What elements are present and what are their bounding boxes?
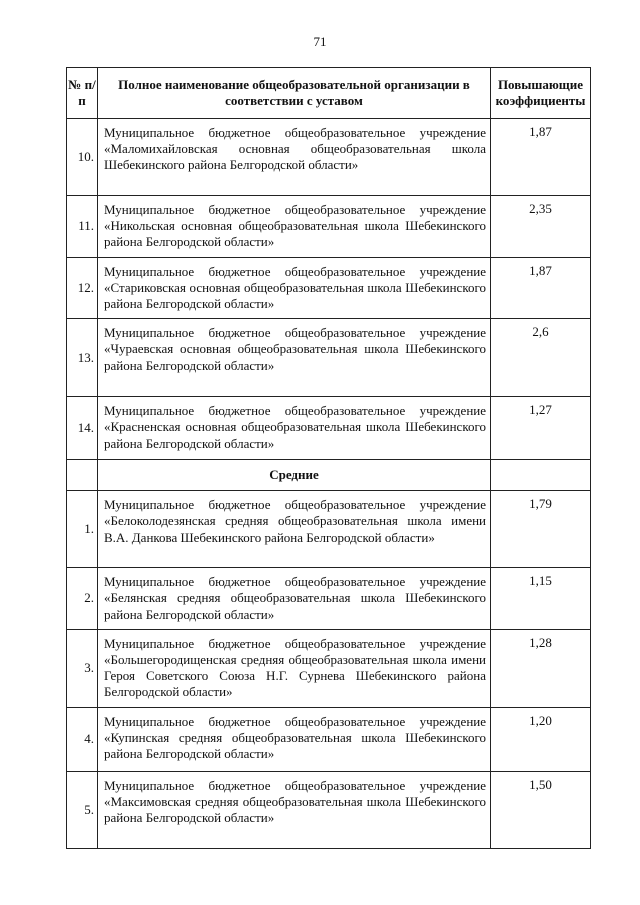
coefficient-value: 1,50 [491,771,591,848]
table-row [67,629,591,707]
organization-name [98,568,491,630]
organization-name [98,491,491,568]
organization-name-text: Муниципальное бюджетное общеобразовательное учреждение «Красненская основная общеобразовательная школа Шебекинского района Белгородской области» [104,403,486,451]
organization-name-text: Муниципальное бюджетное общеобразовательное учреждение «Стариковская основная общеобразовательная школа Шебекинского района Белгородской области» [104,263,486,312]
table-row [67,196,591,258]
organization-name [98,629,491,707]
coefficient-value: 1,87 [491,257,591,319]
organization-name-text: Муниципальное бюджетное общеобразовательное учреждение «Белянская средняя общеобразовательная школа Шебекинского района Белгородской области» [104,574,486,622]
organization-name [98,196,491,258]
table-row [67,771,591,848]
organization-name-text: Муниципальное бюджетное общеобразовательное учреждение «Купинская средняя общеобразовательная школа Шебекинского района Белгородской области» [104,713,486,762]
row-number: 12. [67,257,98,319]
row-number: 14. [67,397,98,460]
row-number: 10. [67,119,98,196]
coefficient-value: 2,35 [491,196,591,258]
coefficient-value: 1,28 [491,629,591,707]
table-row [67,707,591,771]
organization-name-text: Муниципальное бюджетное общеобразовательное учреждение «Чураевская основная общеобразовательная школа Шебекинского района Белгородской области» [104,325,486,373]
organization-name [98,119,491,196]
table-row [67,568,591,630]
coefficient-value: 1,20 [491,707,591,771]
organization-name-text: Муниципальное бюджетное общеобразовательное учреждение «Большегородищенская средняя общеобразовательная школа имени Героя Советского Союза Н.Г. Сурнева Шебекинского района Белгородской области» [104,635,486,700]
coefficient-value: 1,15 [491,568,591,630]
row-number: 5. [67,771,98,848]
organization-name [98,397,491,460]
section-coef-cell [491,460,591,491]
section-number-cell [67,460,98,491]
section-row [67,460,591,491]
table-row [67,119,591,196]
coefficient-value: 1,27 [491,397,591,460]
organization-name [98,257,491,319]
header-coefficients: Повышающие коэффициенты [491,68,591,119]
coefficient-value: 1,87 [491,119,591,196]
table-row [67,319,591,397]
row-number: 11. [67,196,98,258]
row-number: 1. [67,491,98,568]
coefficient-value: 1,79 [491,491,591,568]
section-title: Средние [98,460,491,491]
organization-name-text: Муниципальное бюджетное общеобразовательное учреждение «Никольская основная общеобразовательная школа Шебекинского района Белгородской области» [104,202,486,250]
header-number: № п/п [67,68,98,119]
table-row [67,491,591,568]
row-number: 2. [67,568,98,630]
coefficient-value: 2,6 [491,319,591,397]
header-organization-name: Полное наименование общеобразовательной организации в соответствии с уставом [98,68,491,119]
coefficients-table [66,67,591,849]
organization-name [98,771,491,848]
organization-name-text: Муниципальное бюджетное общеобразовательное учреждение «Маломихайловская основная общеобразовательная школа Шебекинского района Белгородской области» [104,125,486,173]
organization-name [98,707,491,771]
page-number: 71 [313,34,327,49]
row-number: 4. [67,707,98,771]
table-row [67,257,591,319]
organization-name-text: Муниципальное бюджетное общеобразовательное учреждение «Максимовская средняя общеобразовательная школа Шебекинского района Белгородской области» [104,777,486,826]
organization-name-text: Муниципальное бюджетное общеобразовательное учреждение «Белоколодезянская средняя общеобразовательная школа имени В.А. Данкова Шебекинского района Белгородской области» [104,497,486,545]
row-number: 13. [67,319,98,397]
table-header-row [67,68,591,119]
table-row [67,397,591,460]
organization-name [98,319,491,397]
row-number: 3. [67,629,98,707]
